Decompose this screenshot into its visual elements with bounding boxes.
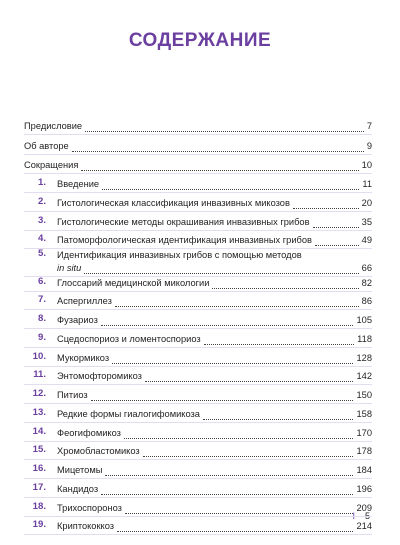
toc-entry[interactable] <box>57 275 372 289</box>
toc-leader-dots <box>101 485 353 495</box>
toc-entry-title: Трихоспороноз <box>57 503 122 513</box>
toc-entry[interactable] <box>24 157 372 171</box>
toc-entry-title: Кандидоз <box>57 484 99 494</box>
toc-chapter-number: 2. <box>37 196 46 207</box>
toc-entry-title: Феогифомикоз <box>57 428 121 438</box>
toc-leader-dots <box>84 264 358 274</box>
toc-entry-page: 158 <box>356 409 372 419</box>
toc-separator <box>24 211 372 212</box>
toc-leader-dots <box>101 316 354 326</box>
toc-entry[interactable] <box>57 406 372 420</box>
toc-chapter-number: 13. <box>32 407 46 418</box>
toc-entry-title: Криптококкоз <box>57 521 115 531</box>
toc-chapter-number: 18. <box>32 501 46 512</box>
toc-entry[interactable] <box>57 462 372 476</box>
toc-separator <box>24 422 372 423</box>
toc-separator <box>24 291 372 292</box>
toc-chapter-number: 3. <box>37 215 46 226</box>
toc-entry-page: 82 <box>361 278 372 288</box>
toc-entry-title: Сцедоспориоз и ломентоспориоз <box>57 334 201 344</box>
toc-separator <box>24 497 372 498</box>
toc-entry[interactable] <box>57 293 372 307</box>
toc-separator <box>24 134 372 135</box>
toc-entry[interactable] <box>57 350 372 364</box>
toc-entry[interactable] <box>57 195 372 209</box>
toc-leader-dots <box>117 522 353 532</box>
page-number-value: 5 <box>364 511 370 521</box>
toc-chapter-number: 16. <box>32 463 46 474</box>
toc-entry-page: 86 <box>361 296 372 306</box>
toc-entry[interactable] <box>57 232 372 246</box>
toc-entry-page: 150 <box>356 390 372 400</box>
toc-entry-title: Введение <box>57 179 100 189</box>
toc-leader-dots <box>85 122 364 132</box>
toc-entry[interactable] <box>57 443 372 457</box>
toc-entry-page: 128 <box>356 353 372 363</box>
toc-entry-page: 7 <box>366 121 372 131</box>
toc-chapter-number: 15. <box>32 444 46 455</box>
toc-separator <box>24 516 372 517</box>
toc-entry-page: 170 <box>356 428 372 438</box>
toc-entry-title: Глоссарий медицинской микологии <box>57 278 210 288</box>
toc-entry-title: Мицетомы <box>57 465 103 475</box>
toc-separator <box>24 534 372 535</box>
toc-separator <box>24 328 372 329</box>
toc-entry[interactable] <box>57 518 372 532</box>
page-title: СОДЕРЖАНИЕ <box>128 30 272 51</box>
toc-chapter-number: 17. <box>32 482 46 493</box>
toc-separator <box>24 173 372 174</box>
toc-entry-title: Фузариоз <box>57 315 98 325</box>
toc-entry[interactable] <box>57 176 372 190</box>
toc-separator <box>24 478 372 479</box>
toc-entry-page: 11 <box>362 179 372 189</box>
toc-entry-page: 35 <box>361 217 372 227</box>
toc-entry-page: 9 <box>366 141 372 151</box>
toc-leader-dots <box>204 335 355 345</box>
toc-leader-dots <box>112 354 353 364</box>
toc-separator <box>24 459 372 460</box>
toc-separator <box>24 309 372 310</box>
toc-leader-dots <box>72 142 364 152</box>
toc-leader-dots <box>115 297 359 307</box>
toc-leader-dots <box>212 279 358 289</box>
toc-leader-dots <box>143 447 354 457</box>
toc-chapter-number: 1. <box>37 177 46 188</box>
toc-entry-page: 196 <box>356 484 372 494</box>
toc-entry-title: Идентификация инвазивных грибов с помощью методов <box>57 250 302 260</box>
toc-chapter-number: 14. <box>32 426 46 437</box>
toc-entry-title-italic: in situ <box>57 263 82 273</box>
toc-separator <box>24 366 372 367</box>
toc-entry-page: 49 <box>361 235 372 245</box>
footer-separator: I <box>352 511 355 521</box>
toc-entry[interactable] <box>57 500 372 514</box>
toc-separator <box>24 384 372 385</box>
toc-entry[interactable] <box>57 312 372 326</box>
toc-entry-title: Сокращения <box>24 160 79 170</box>
toc-leader-dots <box>105 466 353 476</box>
toc-entry[interactable] <box>57 331 372 345</box>
toc-entry-title: Редкие формы гиалогифомикоза <box>57 409 200 419</box>
toc-entry-title: Хромобластомикоз <box>57 446 140 456</box>
toc-entry-page: 118 <box>357 334 372 344</box>
toc-leader-dots <box>315 236 359 246</box>
toc-entry[interactable] <box>24 138 372 152</box>
toc-entry[interactable] <box>57 214 372 228</box>
toc-chapter-number: 7. <box>37 294 46 305</box>
toc-entry-page: 20 <box>361 198 372 208</box>
toc-separator <box>24 441 372 442</box>
toc-chapter-number: 19. <box>32 519 46 530</box>
toc-entry-title: Мукормикоз <box>57 353 110 363</box>
toc-entry-page: 10 <box>361 160 372 170</box>
toc-entry-continuation[interactable] <box>57 260 372 274</box>
toc-entry-page: 209 <box>356 503 372 513</box>
toc-leader-dots <box>293 199 359 209</box>
toc-entry-page: 184 <box>356 465 372 475</box>
toc-chapter-number: 4. <box>37 233 46 244</box>
toc-leader-dots <box>313 218 359 228</box>
toc-entry-page: 105 <box>356 315 372 325</box>
toc-leader-dots <box>125 504 354 514</box>
toc-separator <box>24 154 372 155</box>
toc-entry[interactable] <box>57 247 372 261</box>
toc-entry[interactable] <box>24 118 372 132</box>
toc-chapter-number: 10. <box>32 351 46 362</box>
toc-leader-dots <box>81 161 358 171</box>
toc-chapter-number: 9. <box>37 332 46 343</box>
toc-entry[interactable] <box>57 368 372 382</box>
toc-entry-title: Питиоз <box>57 390 88 400</box>
toc-leader-dots <box>145 372 354 382</box>
toc-entry-page: 66 <box>361 263 372 273</box>
toc-entry-title: Патоморфологическая идентификация инвазивных грибов <box>57 235 312 245</box>
toc-chapter-number: 8. <box>37 313 46 324</box>
toc-chapter-number: 11. <box>33 369 46 380</box>
toc-chapter-number: 5. <box>37 248 46 259</box>
toc-separator <box>24 347 372 348</box>
toc-entry[interactable] <box>57 481 372 495</box>
toc-entry[interactable] <box>57 425 372 439</box>
toc-entry-title: Предисловие <box>24 121 83 131</box>
toc-leader-dots <box>102 180 359 190</box>
toc-entry-title: Гистологические методы окрашивания инвазивных грибов <box>57 217 310 227</box>
toc-chapter-number: 6. <box>37 276 46 287</box>
toc-entry-title: Аспергиллез <box>57 296 112 306</box>
toc-separator <box>24 403 372 404</box>
toc-separator <box>24 230 372 231</box>
toc-entry-page: 178 <box>356 446 372 456</box>
toc-leader-dots <box>91 391 354 401</box>
toc-separator <box>24 192 372 193</box>
toc-entry-title: Об авторе <box>24 141 69 151</box>
toc-leader-dots <box>203 410 354 420</box>
toc-leader-dots <box>124 429 354 439</box>
toc-entry-page: 214 <box>356 521 372 531</box>
toc-entry-page: 142 <box>356 371 372 381</box>
toc-entry[interactable] <box>57 387 372 401</box>
toc-chapter-number: 12. <box>32 388 46 399</box>
toc-entry-title: Энтомофторомикоз <box>57 371 142 381</box>
toc-entry-title: Гистологическая классификация инвазивных микозов <box>57 198 290 208</box>
